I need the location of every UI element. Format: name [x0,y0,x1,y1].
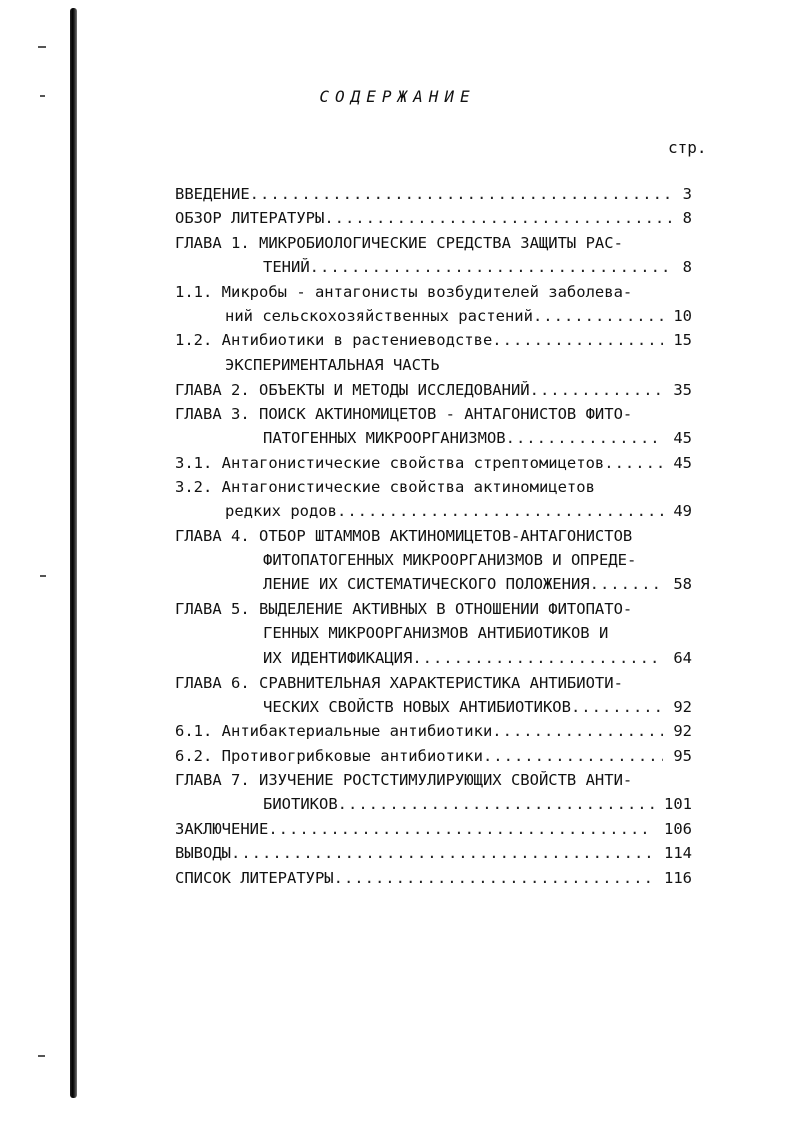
toc-page-number: 45 [673,454,692,472]
toc-entry-text: ИХ ИДЕНТИФИКАЦИЯ [263,649,413,667]
toc-entry-text: БИОТИКОВ [263,795,338,813]
toc-entry [175,866,692,890]
toc-entry [175,597,692,621]
toc-leader-dots [324,206,672,230]
toc-entry-text: ВВЕДЕНИЕ [175,185,250,203]
toc-leader-dots [412,646,663,670]
scan-speck [40,575,46,577]
toc-entry [175,378,692,402]
toc-entry-text: 1.1. Микробы - антагонисты возбудителей заболева- [175,283,633,301]
toc-leader-dots [492,328,663,352]
toc-entry-text: ГЛАВА 6. СРАВНИТЕЛЬНАЯ ХАРАКТЕРИСТИКА АНТИБИОТИ- [175,674,623,692]
toc-entry [175,451,692,475]
toc-entry-text: 6.1. Антибактериальные антибиотики [175,722,493,740]
toc-page-number: 95 [673,747,692,765]
toc-leader-dots [250,182,673,206]
toc-entry-text: ГЛАВА 1. МИКРОБИОЛОГИЧЕСКИЕ СРЕДСТВА ЗАЩИТЫ РАС- [175,234,623,252]
page-column-label: стр. [668,138,707,157]
binding-edge [70,8,77,1098]
toc-entry [175,524,692,548]
toc-entry-text: ФИТОПАТОГЕННЫХ МИКРООРГАНИЗМОВ И ОПРЕДЕ- [263,551,637,569]
toc-entry-text: ОБЗОР ЛИТЕРАТУРЫ [175,209,325,227]
toc-entry-text: ЛЕНИЕ ИХ СИСТЕМАТИЧЕСКОГО ПОЛОЖЕНИЯ [263,575,590,593]
toc-entry-text: ГЛАВА 3. ПОИСК АКТИНОМИЦЕТОВ - АНТАГОНИСТОВ ФИТО- [175,405,633,423]
toc-entry [263,646,692,670]
toc-page-number: 49 [673,502,692,520]
toc-page-number: 101 [664,795,692,813]
scan-speck [38,46,46,48]
toc-entry [263,792,692,816]
toc-leader-dots [268,817,654,841]
toc-leader-dots [483,744,663,768]
toc-entry-text: 1.2. Антибиотики в растениеводстве [175,331,493,349]
toc-entry [263,426,692,450]
toc-page-number: 92 [673,722,692,740]
toc-page-number: 3 [682,185,692,203]
toc-page-number: 8 [682,258,692,276]
toc-leader-dots [571,695,663,719]
toc-entry-text: 6.2. Противогрибковые антибиотики [175,747,483,765]
toc-leader-dots [231,841,654,865]
toc-entry [263,695,692,719]
toc-page-number: 8 [682,209,692,227]
toc-entry-text: ВЫВОДЫ [175,844,231,862]
scan-speck [38,1055,45,1057]
toc-entry [175,328,692,352]
toc-entry-text: ЧЕСКИХ СВОЙСТВ НОВЫХ АНТИБИОТИКОВ [263,698,571,716]
toc-leader-dots [506,426,664,450]
toc-entry [175,719,692,743]
toc-page-number: 35 [673,381,692,399]
toc-entry-text: ЗАКЛЮЧЕНИЕ [175,820,269,838]
toc-entry [175,182,692,206]
toc-entry [175,817,692,841]
toc-leader-dots [530,378,664,402]
toc-page-number: 92 [673,698,692,716]
toc-page-number: 116 [664,869,692,887]
toc-entry-text: ний сельскохозяйственных растений [225,307,533,325]
toc-entry [175,231,692,255]
toc-leader-dots [533,304,663,328]
toc-page-number: 64 [673,649,692,667]
toc-entry [175,402,692,426]
toc-entry [175,768,692,792]
toc-entry-text: ГЕННЫХ МИКРООРГАНИЗМОВ АНТИБИОТИКОВ И [263,624,609,642]
toc-leader-dots [604,451,663,475]
toc-leader-dots [334,866,654,890]
toc-entry-text: 3.2. Антагонистические свойства актиномицетов [175,478,595,496]
toc-page-number: 10 [673,307,692,325]
toc-entry [225,304,692,328]
toc-entry [175,744,692,768]
toc-entry-text: СПИСОК ЛИТЕРАТУРЫ [175,869,334,887]
toc-entry [263,621,692,645]
toc-leader-dots [492,719,663,743]
toc-page-number: 58 [673,575,692,593]
toc-leader-dots [590,572,664,596]
toc-entry-text: ГЛАВА 4. ОТБОР ШТАММОВ АКТИНОМИЦЕТОВ-АНТАГОНИСТОВ [175,527,633,545]
toc-page-number: 15 [673,331,692,349]
toc-entry [175,206,692,230]
toc-entry-text: 3.1. Антагонистические свойства стрептомицетов [175,454,605,472]
toc-entry [175,841,692,865]
toc-entry [225,499,692,523]
toc-entry [175,671,692,695]
toc-entry-text: ГЛАВА 2. ОБЪЕКТЫ И МЕТОДЫ ИССЛЕДОВАНИЙ [175,381,530,399]
toc-leader-dots [337,499,663,523]
toc-page-number: 114 [664,844,692,862]
toc-entry-text: ЭКСПЕРИМЕНТАЛЬНАЯ ЧАСТЬ [225,356,440,374]
toc-entry [263,548,692,572]
toc-entry [263,255,692,279]
toc-page-number: 106 [664,820,692,838]
toc-entry [175,475,692,499]
toc-entry-text: ГЛАВА 5. ВЫДЕЛЕНИЕ АКТИВНЫХ В ОТНОШЕНИИ ФИТОПАТО- [175,600,633,618]
toc-leader-dots [338,792,654,816]
toc-entry-text: ГЛАВА 7. ИЗУЧЕНИЕ РОСТСТИМУЛИРУЮЩИХ СВОЙСТВ АНТИ- [175,771,633,789]
toc-leader-dots [310,255,673,279]
toc-entry [175,280,692,304]
toc-page-number: 45 [673,429,692,447]
toc-entry-text: ТЕНИЙ [263,258,310,276]
toc-section-heading [225,353,692,377]
toc-entry-text: редких родов [225,502,337,520]
toc-entry [263,572,692,596]
page-title: СОДЕРЖАНИЕ [319,87,476,106]
toc-entry-text: ПАТОГЕННЫХ МИКРООРГАНИЗМОВ [263,429,506,447]
